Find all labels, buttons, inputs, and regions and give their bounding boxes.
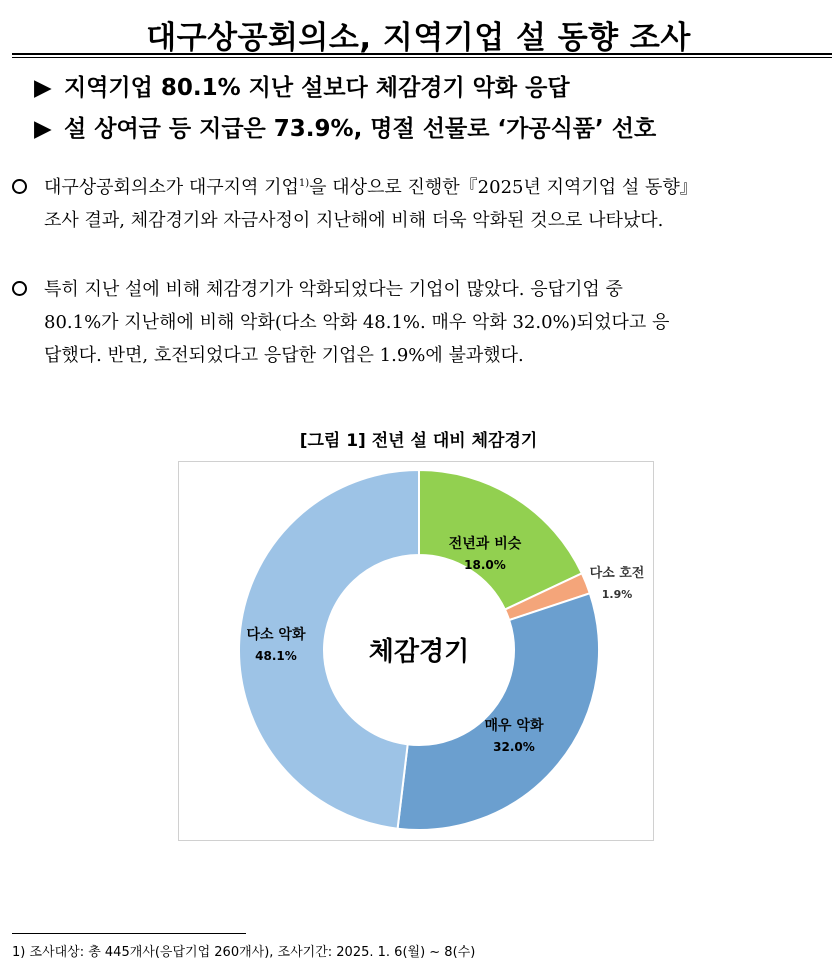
- highlight-text: 설 상여금 등 지급은 73.9%, 명절 선물로 ‘가공식품’ 선호: [64, 116, 657, 142]
- title-divider: [12, 53, 832, 58]
- slice-label: 다소 악화: [246, 627, 306, 643]
- figure-caption: [그림 1] 전년 설 대비 체감경기: [299, 431, 538, 451]
- donut-chart: [178, 461, 654, 841]
- circle-bullet-icon: [12, 179, 27, 194]
- triangle-arrow-icon: ▶: [34, 75, 52, 101]
- paragraph-line: 답했다. 반면, 호전되었다고 응답한 기업은 1.9%에 불과했다.: [44, 345, 524, 366]
- paragraph-line: 80.1%가 지난해에 비해 악화(다소 악화 48.1%. 매우 악화 32.0%)되었다고 응: [44, 312, 670, 333]
- highlight-1: [34, 69, 570, 102]
- donut-chart-svg: [179, 462, 655, 842]
- circle-bullet-icon: [12, 281, 27, 296]
- slice-label: 다소 호전: [589, 566, 645, 581]
- triangle-arrow-icon: ▶: [34, 116, 52, 142]
- page-title: 대구상공회의소, 지역기업 설 동향 조사: [146, 20, 691, 56]
- footnote-ref: 1): [298, 178, 310, 189]
- slice-value-label: 18.0%: [464, 558, 506, 572]
- paragraph-line: 대구상공회의소가 대구지역 기업$^{1)}$을 대상으로 진행한『2025년 지역기업 설 동향』: [44, 177, 698, 198]
- slice-label: 매우 악화: [484, 718, 544, 734]
- footnote-divider: [12, 933, 246, 934]
- donut-slice: [398, 593, 599, 830]
- slice-label: 전년과 비슷: [448, 536, 522, 552]
- footnote: 1) 조사대상: 총 445개사(응답기업 260개사), 조사기간: 2025. 1. 6(월) ~ 8(수): [12, 945, 476, 960]
- paragraph-2: [12, 273, 824, 372]
- highlight-2: [34, 110, 656, 143]
- slice-value-label: 48.1%: [255, 649, 297, 663]
- paragraph-1: [12, 171, 824, 237]
- slice-value-label: 32.0%: [493, 740, 535, 754]
- paragraph-line: 조사 결과, 체감경기와 자금사정이 지난해에 비해 더욱 악화된 것으로 나타났다.: [44, 210, 664, 231]
- donut-center-label: 체감경기: [368, 637, 470, 667]
- slice-value-label: 1.9%: [601, 588, 633, 601]
- highlight-text: 지역기업 80.1% 지난 설보다 체감경기 악화 응답: [64, 75, 570, 101]
- paragraph-line: 특히 지난 설에 비해 체감경기가 악화되었다는 기업이 많았다. 응답기업 중: [44, 279, 623, 300]
